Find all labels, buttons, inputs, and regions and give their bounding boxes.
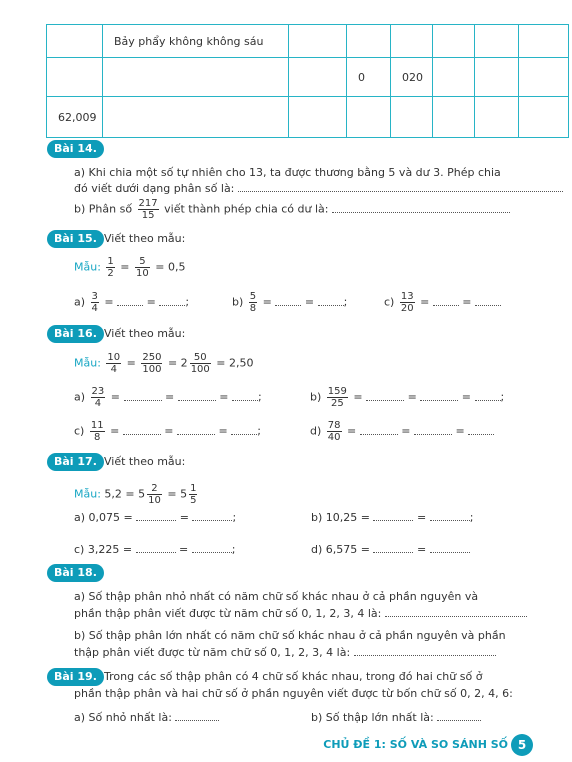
bai19-line2: phần thập phân và hai chữ số ở phần nguyên viết được từ bốn chữ số 0, 2, 4, 6: [74,687,513,700]
bai16-example: Mẫu: $\frac{10}{4}$ = $\frac{250}{100}$ = 2 $\frac{50}{100}$ = 2,50 [74,352,254,375]
bai15-b: b) $\frac{5}{8}$ = = ; [232,291,348,314]
bai16-b: b) $\frac{159}{25}$ = = = ; [310,386,505,409]
table-cell: 020 [391,58,433,97]
bai17-a: a) 0,075 = = ; [74,511,237,524]
bai16-a: a) $\frac{23}{4}$ = = = ; [74,386,262,409]
bai15-a: a) $\frac{3}{4}$ = = ; [74,291,190,314]
exercise-badge: Bài 14. [47,140,104,158]
table-cell [289,25,347,58]
table-cell [289,58,347,97]
exercise-badge: Bài 16. [47,325,104,343]
table-cell [103,97,289,138]
place-value-table [46,24,569,138]
exercise-badge: Bài 15. [47,230,104,248]
exercise-badge: Bài 18. [47,564,104,582]
bai19-line1: Trong các số thập phân có 4 chữ số khác nhau, trong đó hai chữ số ở [104,670,483,683]
table-cell [475,25,519,58]
table-cell [391,25,433,58]
table-row [47,97,569,138]
bai19-b: b) Số thập lớn nhất là: [311,711,481,724]
bai14-a-line2: đó viết dưới dạng phân số là: [74,182,563,195]
bai14-b: b) Phân số $\frac{217}{15}$ viết thành phép chia có dư là: [74,198,510,221]
table-cell [475,58,519,97]
fraction: $\frac{217}{15}$ [138,198,158,221]
table-cell [475,97,519,138]
table-cell [519,58,569,97]
bai19-a: a) Số nhỏ nhất là: [74,711,219,724]
table-cell [289,97,347,138]
bai17-b: b) 10,25 = = ; [311,511,474,524]
table-row [47,25,569,58]
bai18-a-line2: phần thập phân viết được từ năm chữ số 0, 1, 2, 3, 4 là: [74,607,527,620]
table-cell [433,97,475,138]
table-cell [519,25,569,58]
table-cell [47,58,103,97]
bai17-c: c) 3,225 = = ; [74,543,236,556]
table-cell [519,97,569,138]
bai18-b-line1: b) Số thập phân lớn nhất có năm chữ số khác nhau ở cả phần nguyên và phần [74,629,506,642]
bai17-d: d) 6,575 = = [311,543,470,556]
table-cell [391,97,433,138]
table-cell: Bảy phẩy không không sáu [103,25,289,58]
table-cell [433,58,475,97]
bai14-a-line1: a) Khi chia một số tự nhiên cho 13, ta được thương bằng 5 và dư 3. Phép chia [74,166,501,179]
bai15-example: Mẫu: $\frac{1}{2}$ = $\frac{5}{10}$ = 0,5 [74,256,186,279]
bai16-c: c) $\frac{11}{8}$ = = = ; [74,420,261,443]
exercise-title: Viết theo mẫu: [104,232,186,245]
bai16-d: d) $\frac{78}{40}$ = = = [310,420,494,443]
exercise-title: Viết theo mẫu: [104,327,186,340]
bai18-a-line1: a) Số thập phân nhỏ nhất có năm chữ số khác nhau ở cả phần nguyên và [74,590,479,603]
exercise-badge: Bài 19. [47,668,104,686]
bai17-example: Mẫu: 5,2 = 5 $\frac{2}{10}$ = 5 $\frac{1}{5}$ [74,483,197,506]
chapter-title: CHỦ ĐỀ 1: SỐ VÀ SO SÁNH SỐ [323,738,508,751]
table-cell [347,25,391,58]
exercise-badge: Bài 17. [47,453,104,471]
exercise-title: Viết theo mẫu: [104,455,186,468]
table-cell: 0 [347,58,391,97]
bai15-c: c) $\frac{13}{20}$ = = [384,291,501,314]
table-cell: 62,009 [47,97,103,138]
table-cell [433,25,475,58]
page-number: 5 [511,734,533,756]
table-row [47,58,569,97]
table-cell [347,97,391,138]
table-cell [103,58,289,97]
bai18-b-line2: thập phân viết được từ năm chữ số 0, 1, 2, 3, 4 là: [74,646,496,659]
table-cell [47,25,103,58]
